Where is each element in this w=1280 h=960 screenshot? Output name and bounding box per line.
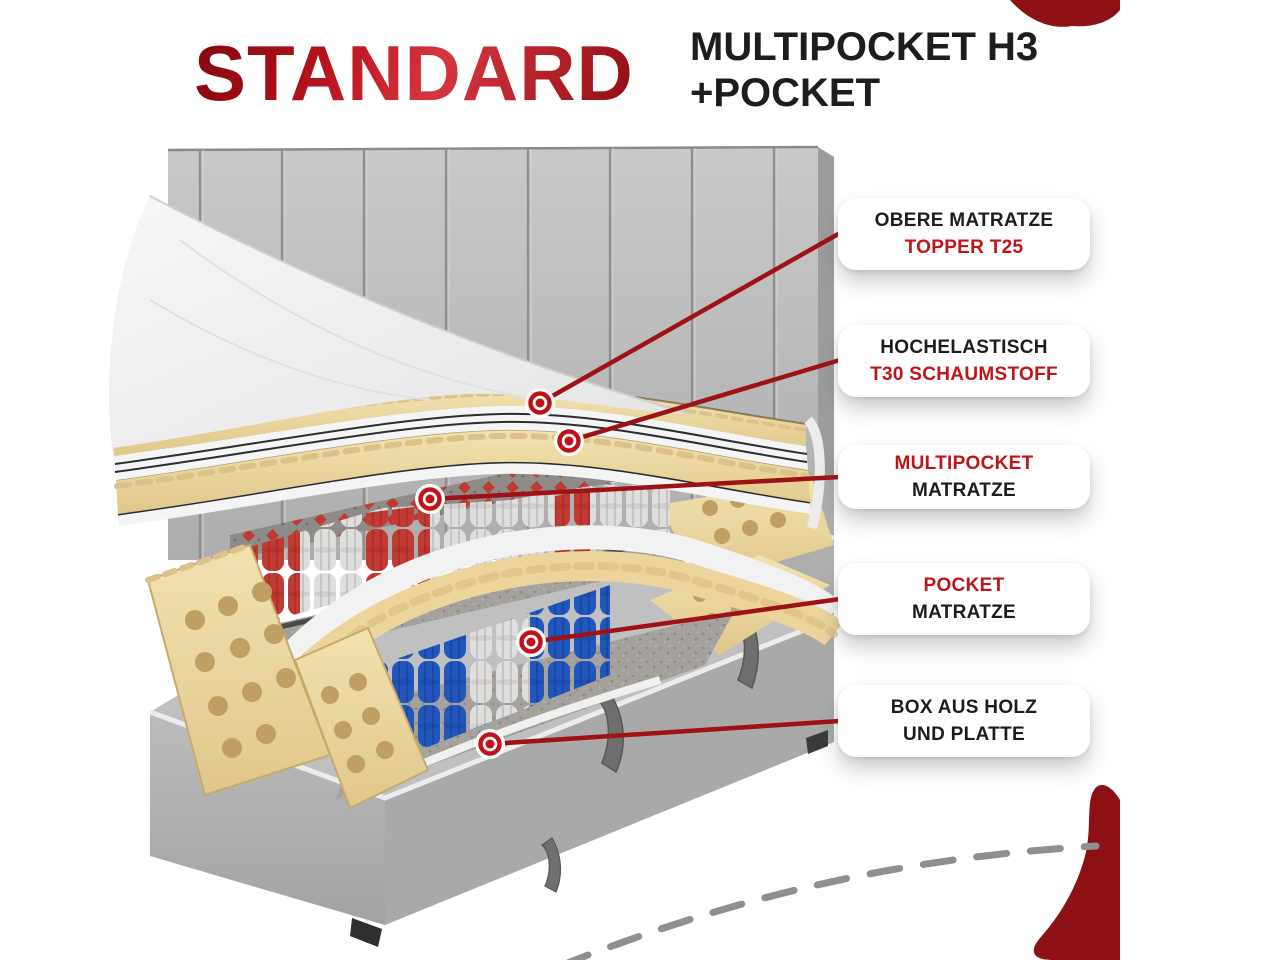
callout-pocket (838, 563, 1090, 635)
callout-line2: UND PLATTE (903, 724, 1025, 745)
target-marker-icon (525, 388, 555, 418)
callout-line2: MATRATZE (911, 480, 1017, 501)
dashed-curve (560, 846, 1096, 960)
target-marker-icon (475, 729, 505, 759)
corner-blob-top-right (1010, 0, 1120, 27)
callout-line1: POCKET (923, 575, 1005, 596)
callout-line2: T30 SCHAUMSTOFF (870, 364, 1058, 385)
target-marker-icon (415, 484, 445, 514)
callout-line1: MULTIPOCKET (894, 453, 1034, 474)
callout-line2: MATRATZE (911, 602, 1017, 623)
callout-line1: BOX AUS HOLZ (890, 697, 1038, 718)
callout-line1: HOCHELASTISCH (880, 337, 1048, 358)
callout-line1: OBERE MATRATZE (874, 210, 1054, 231)
page-subtitle-line1: MULTIPOCKET H3 (690, 25, 1039, 69)
callout-box (838, 685, 1090, 757)
target-marker-icon (516, 627, 546, 657)
callout-obere-matratze (838, 198, 1090, 270)
page-title: STANDARD (194, 29, 634, 117)
callout-hochelastisch (838, 325, 1090, 397)
callout-line2: TOPPER T25 (904, 237, 1024, 258)
callout-multipocket (838, 445, 1090, 509)
corner-blob-bottom-right (1034, 785, 1120, 960)
page-subtitle-line2: +POCKET (690, 71, 881, 115)
target-marker-icon (554, 426, 584, 456)
page-subtitle (690, 24, 1038, 116)
